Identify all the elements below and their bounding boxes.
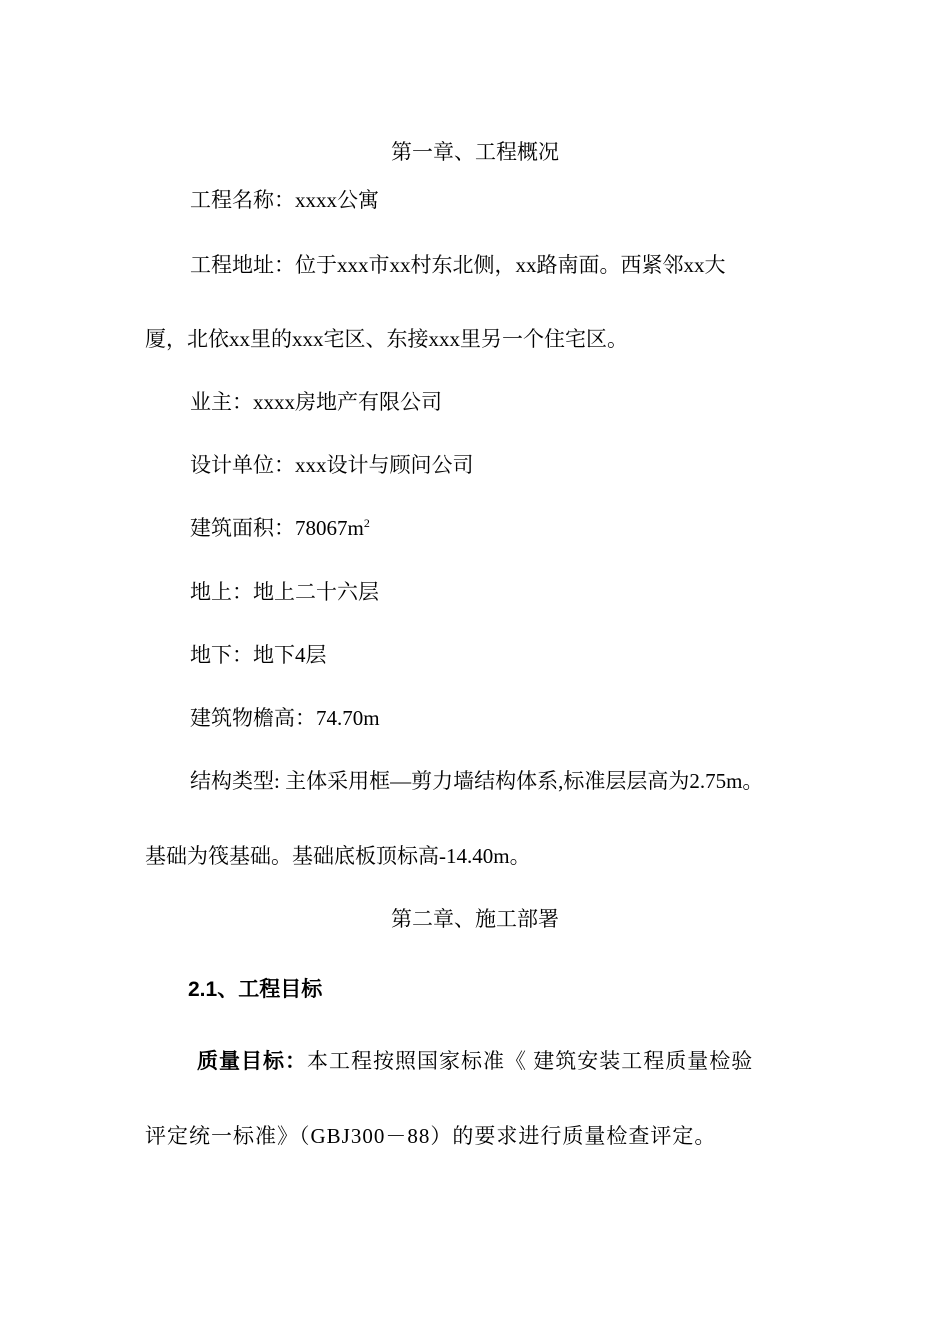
quality-target-text-1: 本工程按照国家标准《 建筑安装工程质量检验 bbox=[307, 1049, 754, 1073]
chapter-2-title: 第二章、施工部署 bbox=[391, 907, 559, 931]
owner: 业主：xxxx房地产有限公司 bbox=[190, 390, 442, 414]
above-ground-floors: 地上：地上二十六层 bbox=[190, 580, 379, 604]
project-address-line-2: 厦，北依xx里的xxx宅区、东接xxx里另一个住宅区。 bbox=[145, 327, 628, 351]
below-ground-floors: 地下：地下4层 bbox=[190, 643, 327, 667]
structure-type-line-2: 基础为筏基础。基础底板顶标高-14.40m。 bbox=[145, 844, 531, 868]
project-name: 工程名称：xxxx公寓 bbox=[190, 188, 379, 212]
design-unit: 设计单位：xxx设计与顾问公司 bbox=[190, 453, 474, 477]
area-superscript: 2 bbox=[363, 516, 370, 530]
quality-target-line-1 bbox=[197, 1046, 753, 1076]
section-heading: 2.1、工程目标 bbox=[188, 978, 323, 1001]
project-address-line-1: 工程地址：位于xxx市xx村东北侧，xx路南面。西紧邻xx大 bbox=[190, 253, 726, 277]
quality-target-label: 质量目标： bbox=[197, 1049, 307, 1073]
chapter-1-title: 第一章、工程概况 bbox=[391, 140, 559, 164]
quality-target-line-2: 评定统一标准》（GBJ300－88）的要求进行质量检查评定。 bbox=[145, 1124, 717, 1148]
building-area-text: 建筑面积：78067m bbox=[190, 516, 364, 540]
building-area bbox=[190, 513, 370, 543]
eave-height: 建筑物檐高：74.70m bbox=[190, 706, 380, 730]
structure-type-line-1: 结构类型: 主体采用框—剪力墙结构体系,标准层层高为2.75m。 bbox=[190, 769, 764, 793]
